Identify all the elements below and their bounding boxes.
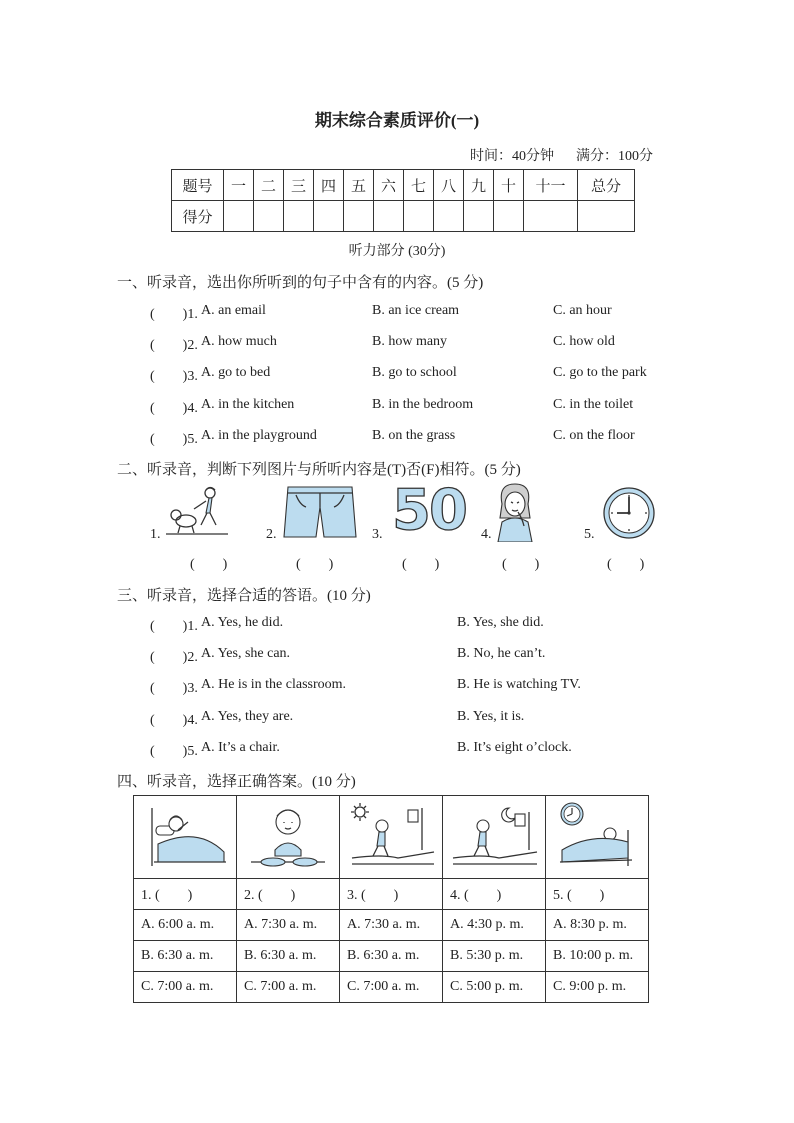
s4-option-row-b	[134, 941, 649, 972]
s3-q1-option-b: B. Yes, she did.	[457, 615, 544, 630]
s3-q4-option-a: A. Yes, they are.	[201, 709, 294, 724]
score-header-cell: 四	[314, 170, 344, 201]
score-table-row	[172, 201, 635, 232]
score-cell[interactable]	[404, 201, 434, 232]
number-fifty-icon: 50	[392, 478, 466, 543]
clock-icon	[602, 486, 656, 540]
score-cell[interactable]	[464, 201, 494, 232]
s4-q5-answer[interactable]: 5. ( )	[546, 879, 649, 910]
s2-item1-number: 1.	[150, 527, 161, 542]
score-header-cell: 八	[434, 170, 464, 201]
s4-option: A. 7:30 a. m.	[340, 910, 443, 941]
section-2-title: 二、听录音，判断下列图片与所听内容是(T)否(F)相符。(5 分)	[117, 462, 521, 478]
s2-item3-number: 3.	[372, 527, 383, 542]
s4-option: C. 9:00 p. m.	[546, 972, 649, 1003]
s1-q5-number[interactable]: ( )5.	[150, 432, 198, 447]
s4-q4-answer[interactable]: 4. ( )	[443, 879, 546, 910]
s4-option: B. 6:30 a. m.	[134, 941, 237, 972]
s4-picture-row	[134, 796, 649, 879]
s4-q3-answer[interactable]: 3. ( )	[340, 879, 443, 910]
score-header-cell: 十一	[524, 170, 578, 201]
score-cell[interactable]	[524, 201, 578, 232]
s4-pic-cell	[546, 796, 649, 879]
exam-full-score: 满分：100分	[576, 149, 653, 164]
score-cell[interactable]	[374, 201, 404, 232]
s1-q3-option-a: A. go to bed	[201, 365, 271, 380]
s1-q2-option-c: C. how old	[553, 334, 615, 349]
boy-walking-night-icon	[449, 800, 539, 874]
s1-q5-option-a: A. in the playground	[201, 428, 317, 443]
score-cell[interactable]	[314, 201, 344, 232]
s1-q3-number[interactable]: ( )3.	[150, 369, 198, 384]
s1-q4-option-c: C. in the toilet	[553, 397, 634, 412]
s4-option: A. 6:00 a. m.	[134, 910, 237, 941]
boy-walking-morning-icon	[346, 800, 436, 874]
s2-item5-number: 5.	[584, 527, 595, 542]
s1-q3-option-b: B. go to school	[372, 365, 457, 380]
score-cell[interactable]	[224, 201, 254, 232]
boy-sleeping-clock-icon	[552, 800, 642, 874]
s4-option: C. 7:00 a. m.	[237, 972, 340, 1003]
s4-option: B. 5:30 p. m.	[443, 941, 546, 972]
s3-q4-number[interactable]: ( )4.	[150, 713, 198, 728]
s1-q2-option-a: A. how much	[201, 334, 277, 349]
s4-option-row-c	[134, 972, 649, 1003]
score-header-cell: 七	[404, 170, 434, 201]
score-cell[interactable]	[254, 201, 284, 232]
score-header-cell: 十	[494, 170, 524, 201]
s4-option: A. 8:30 p. m.	[546, 910, 649, 941]
section-4-title: 四、听录音，选择正确答案。(10 分)	[117, 774, 356, 790]
s2-item4-number: 4.	[481, 527, 492, 542]
s4-q2-answer[interactable]: 2. ( )	[237, 879, 340, 910]
s2-item4-answer[interactable]: ( )	[502, 557, 540, 572]
s4-pic-cell	[237, 796, 340, 879]
s3-q2-option-a: A. Yes, she can.	[201, 646, 291, 661]
s3-q3-number[interactable]: ( )3.	[150, 681, 198, 696]
score-cell[interactable]	[434, 201, 464, 232]
s4-option: B. 10:00 p. m.	[546, 941, 649, 972]
s4-q1-answer[interactable]: 1. ( )	[134, 879, 237, 910]
s1-q1-option-c: C. an hour	[553, 303, 612, 318]
s4-option: A. 4:30 p. m.	[443, 910, 546, 941]
girl-toothache-icon	[494, 482, 536, 542]
listening-part-title: 听力部分 (30分)	[348, 244, 446, 259]
s4-option: C. 5:00 p. m.	[443, 972, 546, 1003]
s3-q1-option-a: A. Yes, he did.	[201, 615, 284, 630]
s2-item5-answer[interactable]: ( )	[607, 557, 645, 572]
s3-q5-option-a: A. It’s a chair.	[201, 740, 280, 755]
s1-q3-option-c: C. go to the park	[553, 365, 647, 380]
score-header-cell: 九	[464, 170, 494, 201]
score-header-cell: 一	[224, 170, 254, 201]
score-cell[interactable]	[578, 201, 635, 232]
score-cell[interactable]	[284, 201, 314, 232]
s4-option: B. 6:30 a. m.	[237, 941, 340, 972]
s1-q4-option-b: B. in the bedroom	[372, 397, 474, 412]
score-row-label: 得分	[172, 201, 224, 232]
s2-item1-answer[interactable]: ( )	[190, 557, 228, 572]
s4-option: C. 7:00 a. m.	[340, 972, 443, 1003]
s3-q5-number[interactable]: ( )5.	[150, 744, 198, 759]
s4-option: B. 6:30 a. m.	[340, 941, 443, 972]
s1-q4-number[interactable]: ( )4.	[150, 401, 198, 416]
s2-item2-answer[interactable]: ( )	[296, 557, 334, 572]
s1-q1-number[interactable]: ( )1.	[150, 307, 198, 322]
s3-q3-option-b: B. He is watching TV.	[457, 677, 581, 692]
s1-q5-option-c: C. on the floor	[553, 428, 635, 443]
section-1-title: 一、听录音，选出你所听到的句子中含有的内容。(5 分)	[117, 275, 484, 291]
s1-q2-option-b: B. how many	[372, 334, 448, 349]
score-header-cell: 题号	[172, 170, 224, 201]
boy-eating-breakfast-icon	[243, 800, 333, 874]
s4-pic-cell	[443, 796, 546, 879]
s4-option: A. 7:30 a. m.	[237, 910, 340, 941]
score-header-cell: 总分	[578, 170, 635, 201]
s4-pic-cell	[340, 796, 443, 879]
score-cell[interactable]	[494, 201, 524, 232]
s2-item3-answer[interactable]: ( )	[402, 557, 440, 572]
s1-q1-option-b: B. an ice cream	[372, 303, 460, 318]
s3-q1-number[interactable]: ( )1.	[150, 619, 198, 634]
score-header-cell: 五	[344, 170, 374, 201]
s1-q2-number[interactable]: ( )2.	[150, 338, 198, 353]
boy-walking-dog-icon	[166, 485, 228, 537]
s3-q2-option-b: B. No, he can’t.	[457, 646, 546, 661]
s1-q1-option-a: A. an email	[201, 303, 266, 318]
s1-q4-option-a: A. in the kitchen	[201, 397, 295, 412]
section-4-table	[133, 795, 649, 1003]
score-table	[171, 169, 635, 232]
score-cell[interactable]	[344, 201, 374, 232]
score-header-cell: 六	[374, 170, 404, 201]
s4-pic-cell	[134, 796, 237, 879]
score-header-cell: 三	[284, 170, 314, 201]
s3-q5-option-b: B. It’s eight o’clock.	[457, 740, 572, 755]
s3-q2-number[interactable]: ( )2.	[150, 650, 198, 665]
s2-item2-number: 2.	[266, 527, 277, 542]
shorts-icon	[282, 483, 358, 541]
exam-time: 时间：40分钟	[470, 149, 554, 164]
s1-q5-option-b: B. on the grass	[372, 428, 456, 443]
score-header-cell: 二	[254, 170, 284, 201]
s3-q4-option-b: B. Yes, it is.	[457, 709, 525, 724]
s4-option: C. 7:00 a. m.	[134, 972, 237, 1003]
page-title: 期末综合素质评价(一)	[314, 111, 480, 130]
section-3-title: 三、听录音，选择合适的答语。(10 分)	[117, 588, 371, 604]
s4-option-row-a	[134, 910, 649, 941]
exam-meta	[470, 145, 653, 165]
s3-q3-option-a: A. He is in the classroom.	[201, 677, 347, 692]
s4-number-row	[134, 879, 649, 910]
boy-waking-in-bed-icon	[140, 800, 230, 874]
score-table-header	[172, 170, 635, 201]
